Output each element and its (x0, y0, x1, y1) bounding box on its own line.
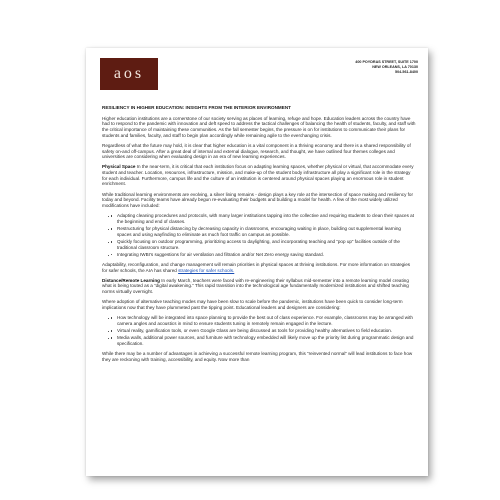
list-item: • How technology will be integrated into space planning to provide the best out of class experience. For example, classrooms may be arranged with camera angles and acoustics in mind to ensure students tuning in remotely remain engaged in the lecture. (117, 315, 416, 326)
document-title: RESILIENCY IN HIGHER EDUCATION: INSIGHTS FROM THE INTERIOR ENVIRONMENT (102, 105, 291, 110)
physical-space-paragraph (102, 164, 416, 187)
physical-space-text: In the near-term, it is critical that each institution focus on adapting learning spaces, whether physical or virtual, that accommodate every student and teacher. Location, resources, infrastructure, mission, and make-up of the student body infrastructure all play a significant role in the strategy for each individual. Furthermore, campus life and the culture of an institution is centered around physical spaces playing an enormous role in student enrichment. (102, 164, 414, 187)
distance-learning-label: Distance/Remote Learning (102, 277, 160, 283)
address-line: NEW ORLEANS, LA 70130 (372, 65, 418, 69)
document-page (86, 48, 428, 476)
list-item: • Media walls, additional power sources, and furniture with technology embedded will likely move up the priority list during programmatic design and specification. (117, 335, 416, 346)
document-body (102, 105, 416, 367)
closing-paragraph: While there may be a number of advantages in achieving a successful remote learning program, this “reinvented normal” will lead institutions to face how they are reckoning with training, accessibility, and equity. Now more than (102, 351, 413, 362)
distance-learning-text: In early March, teachers were faced with re-engineering their syllabus mid-semester into a remote learning model creating what is being touted as a “digital awakening.” This rapid transition into the technological age fundamentally modernized institutions and shifted teaching norms virtually overnight. (102, 277, 409, 295)
modifications-list (102, 213, 416, 257)
aos-logo (100, 58, 158, 90)
traditional-paragraph: While traditional learning environments are evolving, a silver lining remains - design plays a key role at the intersection of space making and resiliency for today and beyond. Facility teams have already begun re-evaluating their budgets and building a model for health. A few of the most widely utilized modifications have included: (102, 191, 413, 208)
considerations-list (102, 315, 416, 346)
adaptability-text: Adaptability, reconfiguration, and change management will remain priorities in physical spaces at thriving institutions. For more information on strategies for safer schools, the AIA has shared (102, 261, 411, 273)
address-block (355, 60, 418, 75)
list-item: • Restructuring for physical distancing by decreasing capacity in classrooms, encouraging waiting in place, building out supplemental learning spaces and using wayfinding to eliminate as much foot traffic on campus as possible. (117, 226, 416, 237)
distance-learning-paragraph (102, 278, 416, 295)
list-item: • Integrating IWBI’s suggestions for air ventilation and filtration and/or Net Zero energy saving standard. (117, 252, 416, 258)
address-line: 400 POYDRAS STREET, SUITE 1700 (355, 60, 418, 64)
logo-text: aos (113, 65, 145, 82)
list-item: • Virtual reality, gamification tools, or even Google Glass are being discussed as tools for providing healthy alternatives to field education. (117, 328, 416, 334)
physical-space-label: Physical Space (102, 164, 136, 170)
intro-paragraph: Higher education institutions are a cornerstone of our society serving as places of learning, refuge and hope. Education leaders across the country have had to respond to the pandemic with innovation and deft speed to address the tactical challenges of balancing the health of students, faculty, and staff with the critical importance of maintaining these communities. As the fall semester begins, the pressure is on for institutions to communicate their plans for students and families, faculty, and staff to begin plan accordingly while remaining agile to the everchanging crisis. (102, 115, 416, 138)
adoption-paragraph: Where adoption of alternative teaching modes may have been slow to scale before the pandemic, institutions have been quick to consider long-term implications now that they have plummeted past the tipping point. Educational leaders and designers are considering: (102, 299, 403, 311)
adaptability-paragraph (102, 262, 416, 273)
safer-schools-link[interactable]: strategies for safer schools. (178, 267, 235, 273)
regardless-paragraph: Regardless of what the future may hold, it is clear that higher education is a vital component in a thriving economy and there is a shared responsibility of safety on-and off-campus. After a great deal of internal and external dialogue, research, and thought, we have outlined four themes colleges and universities are considering when evaluating design in an era of new learning experiences. (102, 142, 411, 160)
list-item: • Quickly focusing on outdoor programming, prioritizing access to daylighting, and incorporating teaching and “pop up” facilities outside of the traditional classroom structure. (117, 239, 416, 250)
phone-number: 504-561-8400 (395, 70, 418, 74)
list-item: • Adapting cleaning procedures and protocols, with many larger institutions tapping into the collective and requiring students to clean their spaces at the beginning and end of classes. (117, 213, 416, 224)
